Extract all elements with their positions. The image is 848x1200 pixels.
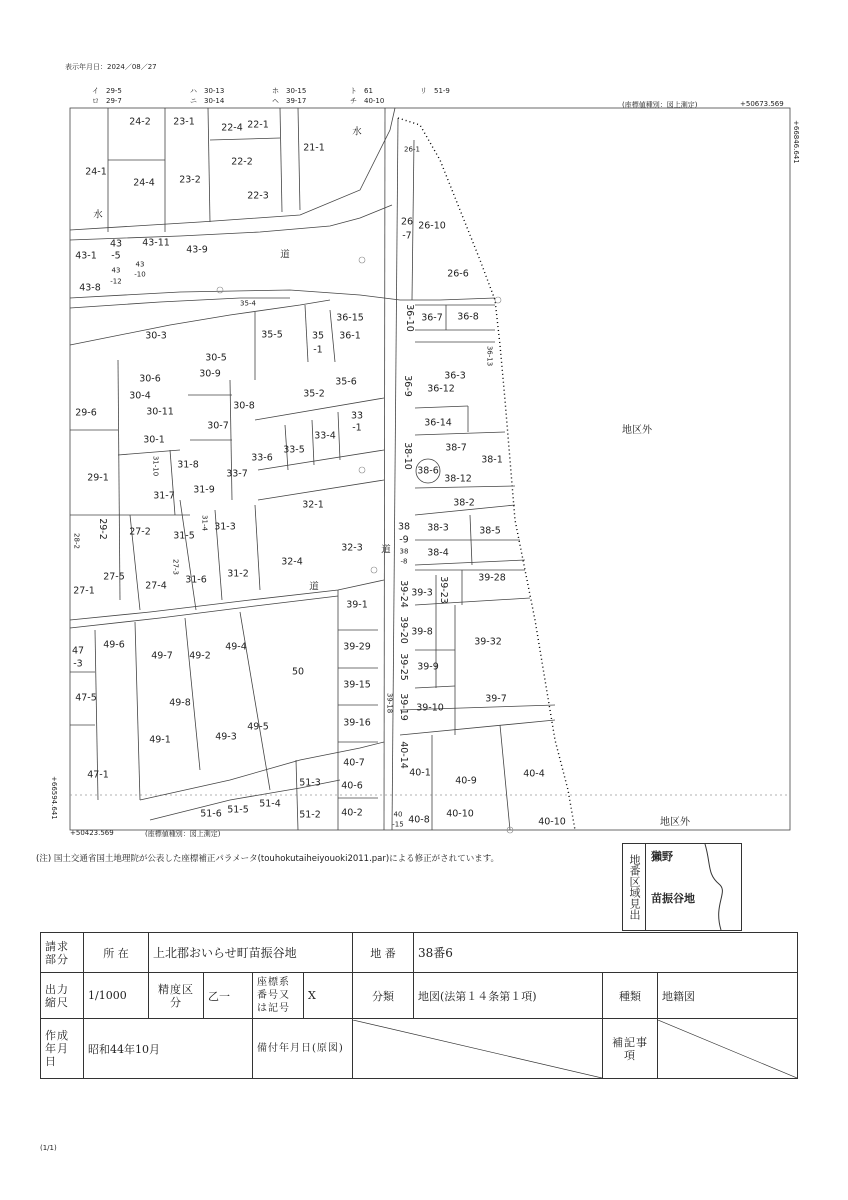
location-label: 所 在 xyxy=(84,933,149,973)
type-value: 地籍図 xyxy=(658,973,798,1019)
parcel-number: 24-2 xyxy=(129,116,151,128)
parcel-number-vertical: 39-24 xyxy=(397,580,409,608)
parcel-number: 26-10 xyxy=(418,220,446,232)
parcel-number: 39-1 xyxy=(346,599,368,611)
parcel-number-vertical: 27-3 xyxy=(171,559,180,575)
parcel-number: 29-6 xyxy=(75,407,97,419)
parcel-number: 38-5 xyxy=(479,525,501,537)
parcel-number: 39-15 xyxy=(343,679,371,691)
parcel-number: 36-1 xyxy=(339,330,361,342)
reference-entry: イ 29-5 xyxy=(92,87,122,95)
parcel-number-vertical: 29-2 xyxy=(96,518,108,540)
reference-entry: リ 51-9 xyxy=(420,87,450,95)
parcel-number: 30-1 xyxy=(143,434,165,446)
parcel-number: 23-2 xyxy=(179,174,201,186)
parcel-number-vertical: 38-10 xyxy=(401,442,413,470)
parcel-number: 38-6 xyxy=(417,465,439,477)
parcel-number-vertical: 40-14 xyxy=(397,741,409,769)
parcel-number: 36-12 xyxy=(427,383,455,395)
remarks-value xyxy=(658,1019,798,1079)
parcel-number: -1 xyxy=(352,422,362,434)
parcel-number: -12 xyxy=(110,277,122,286)
parcel-number: 39-29 xyxy=(343,641,371,653)
parcel-number: 33-7 xyxy=(226,468,248,480)
parcel-number: -1 xyxy=(313,344,323,356)
parcel-number: 38-12 xyxy=(444,473,472,485)
parcel-number: 27-5 xyxy=(103,571,125,583)
parcel-number: 30-7 xyxy=(207,420,229,432)
parcel-number: 30-4 xyxy=(129,390,151,402)
reference-entry: ハ 30-13 xyxy=(190,87,225,95)
attached-strike xyxy=(353,1020,602,1078)
type-label: 種類 xyxy=(603,973,658,1019)
parcel-number: 30-8 xyxy=(233,400,255,412)
parcel-number: 26 xyxy=(400,216,414,228)
parcel-number: 47 xyxy=(71,645,85,657)
parcel-number: 39-7 xyxy=(485,693,507,705)
parcel-number-vertical: 31-10 xyxy=(151,455,160,477)
outside-district-label-bottom: 地区外 xyxy=(660,817,690,828)
parcel-number: 49-6 xyxy=(103,639,125,651)
parcel-number: 49-4 xyxy=(225,641,247,653)
parcel-number: 30-11 xyxy=(146,406,174,418)
parcel-number: 39-9 xyxy=(417,661,439,673)
parcel-number: 31-6 xyxy=(185,574,207,586)
parcel-number: 水 xyxy=(352,126,362,138)
request-label: 請求部分 xyxy=(41,933,84,973)
parcel-number: 22-2 xyxy=(231,156,253,168)
reference-entry: ホ 30-15 xyxy=(272,87,307,95)
area-name-2: 苗振谷地 xyxy=(651,892,695,905)
parcel-number: 50 xyxy=(291,666,305,678)
parcel-number: 33 xyxy=(350,410,364,422)
area-name-1: 獺野 xyxy=(651,850,673,863)
coord-type-bottom: (座標値種別：図上測定) xyxy=(145,830,221,838)
parcel-number: 31-8 xyxy=(177,459,199,471)
parcel-number: 40-7 xyxy=(343,757,365,769)
parcel-number: 31-2 xyxy=(227,568,249,580)
reference-entry: ロ 29-7 xyxy=(92,97,122,105)
parcel-number: 30-9 xyxy=(199,368,221,380)
coord-left-vertical: +66594.641 xyxy=(50,776,58,820)
display-date: 表示年月日：2024／08／27 xyxy=(65,63,157,71)
parcel-number: 27-1 xyxy=(73,585,95,597)
parcel-number: 40-10 xyxy=(446,808,474,820)
area-legend xyxy=(622,843,742,931)
parcel-number: 38-4 xyxy=(427,547,449,559)
parcel-number: 43-8 xyxy=(79,282,101,294)
info-table xyxy=(40,932,798,1079)
remarks-strike xyxy=(658,1020,797,1078)
parcel-number: -9 xyxy=(399,534,409,546)
parcel-number: 31-5 xyxy=(173,530,195,542)
parcel-number: 33-4 xyxy=(314,430,336,442)
parcel-number: 43 xyxy=(135,260,145,269)
parcel-number: -8 xyxy=(400,557,408,566)
parcel-number: 32-1 xyxy=(302,499,324,511)
parcel-number: 水 xyxy=(93,209,103,221)
parcel-number: 49-7 xyxy=(151,650,173,662)
parcel-number: 39-32 xyxy=(474,636,502,648)
reference-entry: チ 40-10 xyxy=(350,97,385,105)
parcel-number: 51-5 xyxy=(227,804,249,816)
parcel-number: 23-1 xyxy=(173,116,195,128)
reference-entry: ニ 30-14 xyxy=(190,97,225,105)
class-value: 地図(法第１４条第１項) xyxy=(414,973,603,1019)
parcel-number: 49-8 xyxy=(169,697,191,709)
parcel-number: 51-2 xyxy=(299,809,321,821)
reference-entry: ト 61 xyxy=(350,87,373,95)
parcel-number: 33-5 xyxy=(283,444,305,456)
scale-value: 1/1000 xyxy=(84,973,149,1019)
parcel-number: 31-9 xyxy=(193,484,215,496)
parcel-number-vertical: 39-23 xyxy=(437,576,449,604)
parcel-number: 32-4 xyxy=(281,556,303,568)
parcel-number: 47-1 xyxy=(87,769,109,781)
parcel-number: 40-1 xyxy=(409,767,431,779)
parcel-number: 22-3 xyxy=(247,190,269,202)
parcel-number-vertical: 39-20 xyxy=(397,616,409,644)
parcel-number: -10 xyxy=(134,270,146,279)
parcel-number: 36-8 xyxy=(457,311,479,323)
created-label: 作成年月日 xyxy=(41,1019,84,1079)
parcel-number-vertical: 39-18 xyxy=(385,692,394,714)
parcel-number: 29-1 xyxy=(87,472,109,484)
parcel-number: 35-2 xyxy=(303,388,325,400)
reference-entry: ヘ 39-17 xyxy=(272,97,307,105)
parcel-number: 40-10 xyxy=(538,816,566,828)
parcel-number: 36-3 xyxy=(444,370,466,382)
parcel-number: 24-4 xyxy=(133,177,155,189)
parcel-number: 35-6 xyxy=(335,376,357,388)
coord-right-vertical: +66846.641 xyxy=(792,120,800,164)
parcel-number: 22-1 xyxy=(247,119,269,131)
parcel-number: 49-3 xyxy=(215,731,237,743)
parcel-number: 49-1 xyxy=(149,734,171,746)
remarks-label: 補記事項 xyxy=(603,1019,658,1079)
parcel-number: 35-5 xyxy=(261,329,283,341)
parcel-number: 40-8 xyxy=(408,814,430,826)
area-boundary-sketch xyxy=(701,844,741,930)
parcel-number: 道 xyxy=(280,249,290,261)
attached-value xyxy=(353,1019,603,1079)
parcel-number: -7 xyxy=(402,230,412,242)
parcel-number: 31-7 xyxy=(153,490,175,502)
parcel-number: 38 xyxy=(397,521,411,533)
scale-label: 出力縮尺 xyxy=(41,973,84,1019)
parcel-number: 49-5 xyxy=(247,721,269,733)
parcel-number: 26-1 xyxy=(404,145,420,154)
parcel-number: 30-5 xyxy=(205,352,227,364)
parcel-number: 27-4 xyxy=(145,580,167,592)
parcel-number: 43 xyxy=(111,266,121,275)
parcel-number: 27-2 xyxy=(129,526,151,538)
parcel-number: 47-5 xyxy=(75,692,97,704)
parcel-number: 43-11 xyxy=(142,237,170,249)
parcel-number: 39-16 xyxy=(343,717,371,729)
parcel-number: 33-6 xyxy=(251,452,273,464)
parcel-number: 51-6 xyxy=(200,808,222,820)
parcel-number: 51-4 xyxy=(259,798,281,810)
parcel-number-vertical: 36-9 xyxy=(401,375,413,397)
coord-system-value: X xyxy=(304,973,353,1019)
parcel-number: 38-1 xyxy=(481,454,503,466)
parcel-number: 49-2 xyxy=(189,650,211,662)
coord-type-top: (座標値種別：図上測定) xyxy=(622,101,698,109)
coord-top-right: +50673.569 xyxy=(740,100,784,108)
area-legend-title: 地番区域見出 xyxy=(623,844,646,930)
parcel-number: 36-15 xyxy=(336,312,364,324)
parcel-number: 40-4 xyxy=(523,768,545,780)
parcel-number: 22-4 xyxy=(221,122,243,134)
page-number: (1/1) xyxy=(40,1144,57,1152)
coord-bottom-left: +50423.569 xyxy=(70,829,114,837)
location-value: 上北郡おいらせ町苗振谷地 xyxy=(149,933,353,973)
correction-note: (注) 国土交通省国土地理院が公表した座標補正パラメータ(touhokutaiheiyouoki2011.par)による修正がされています。 xyxy=(36,854,500,864)
parcel-number: 40-2 xyxy=(341,807,363,819)
parcel-number-vertical: 28-2 xyxy=(72,533,81,549)
coord-system-label: 座標系番号又は記号 xyxy=(253,973,304,1019)
parcel-number: 40-6 xyxy=(341,780,363,792)
parcel-number: 43-1 xyxy=(75,250,97,262)
parcel-number: 35 xyxy=(311,330,325,342)
parcel-number-vertical: 39-19 xyxy=(397,693,409,721)
parcel-number: 21-1 xyxy=(303,142,325,154)
parcel-number: 38-2 xyxy=(453,497,475,509)
parcel-number: 38-3 xyxy=(427,522,449,534)
parcel-number: 26-6 xyxy=(447,268,469,280)
parcel-number: 道 xyxy=(381,544,391,556)
parcel-number: -3 xyxy=(73,658,83,670)
parcel-number: 39-8 xyxy=(411,626,433,638)
lot-label: 地 番 xyxy=(353,933,414,973)
parcel-number: 31-3 xyxy=(214,521,236,533)
parcel-number-vertical: 39-25 xyxy=(397,653,409,681)
parcel-number: 43 xyxy=(109,238,123,250)
parcel-number: 道 xyxy=(309,581,319,593)
outside-district-label: 地区外 xyxy=(622,425,652,436)
attached-label: 備付年月日(原図) xyxy=(253,1019,353,1079)
parcel-number: 51-3 xyxy=(299,777,321,789)
parcel-number-vertical: 31-4 xyxy=(200,515,209,531)
lot-value: 38番6 xyxy=(414,933,798,973)
parcel-number: 40 xyxy=(393,810,403,819)
parcel-number: 35-4 xyxy=(240,299,256,308)
parcel-number: 24-1 xyxy=(85,166,107,178)
parcel-number: 39-3 xyxy=(411,587,433,599)
parcel-number: 36-7 xyxy=(421,312,443,324)
parcel-number: 39-10 xyxy=(416,702,444,714)
parcel-number: -5 xyxy=(111,250,121,262)
parcel-number: 39-28 xyxy=(478,572,506,584)
parcel-number: 43-9 xyxy=(186,244,208,256)
parcel-number: 36-14 xyxy=(424,417,452,429)
parcel-number: -15 xyxy=(392,820,404,829)
parcel-number: 32-3 xyxy=(341,542,363,554)
parcel-number: 38 xyxy=(399,547,409,556)
created-value: 昭和44年10月 xyxy=(84,1019,253,1079)
class-label: 分類 xyxy=(353,973,414,1019)
parcel-number-vertical: 36-13 xyxy=(485,345,494,367)
parcel-number: 40-9 xyxy=(455,775,477,787)
parcel-number: 38-7 xyxy=(445,442,467,454)
accuracy-label: 精度区分 xyxy=(149,973,204,1019)
accuracy-value: 乙一 xyxy=(204,973,253,1019)
parcel-number: 30-6 xyxy=(139,373,161,385)
parcel-number: 30-3 xyxy=(145,330,167,342)
parcel-number-vertical: 36-10 xyxy=(403,304,415,332)
